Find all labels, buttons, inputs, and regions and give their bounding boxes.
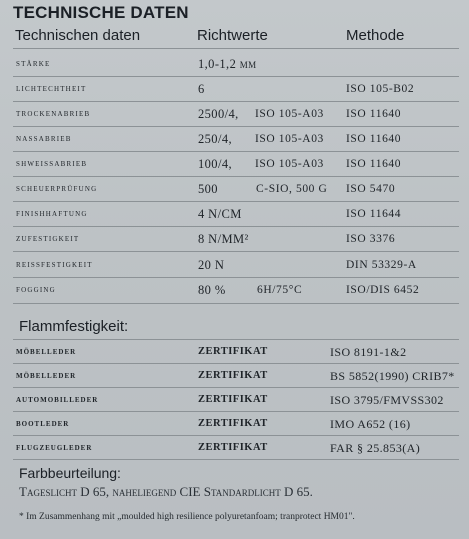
- flamm-row-label: automobilleder: [16, 394, 99, 405]
- row-label: finishhaftung: [16, 208, 88, 219]
- divider: [13, 303, 459, 304]
- divider: [13, 277, 459, 278]
- flamm-row-norm: ISO 8191-1&2: [330, 345, 407, 359]
- flamm-row-label: möbelleder: [16, 370, 77, 381]
- row-value: 500: [198, 182, 218, 196]
- row-extra: ISO 105-A03: [255, 108, 324, 120]
- divider: [13, 76, 459, 77]
- page-title: TECHNISCHE DATEN: [13, 3, 189, 22]
- row-value: 4 N/CM: [198, 207, 242, 221]
- row-extra: ISO 105-A03: [255, 158, 324, 170]
- divider: [13, 435, 459, 436]
- row-label: reissfestigkeit: [16, 259, 93, 270]
- row-label: scheuerprüfung: [16, 183, 98, 194]
- flamm-row-label: möbelleder: [16, 346, 77, 357]
- divider: [13, 459, 459, 460]
- flamm-row-cert: ZERTIFIKAT: [198, 370, 268, 381]
- footnote: * Im Zusammenhang mit „moulded high resilience polyuretanfoam; tranprotect HM01".: [19, 512, 355, 522]
- flamm-row-norm: ISO 3795/FMVSS302: [330, 393, 444, 407]
- row-extra: ISO 105-A03: [255, 133, 324, 145]
- divider: [13, 363, 459, 364]
- column-header-value: Richtwerte: [197, 27, 268, 44]
- row-method: ISO 5470: [346, 183, 396, 195]
- divider: [13, 411, 459, 412]
- row-value: 2500/4,: [198, 107, 239, 121]
- flamm-row-norm: FAR § 25.853(A): [330, 441, 421, 455]
- row-label: stärke: [16, 58, 51, 69]
- flamm-row-cert: ZERTIFIKAT: [198, 394, 268, 405]
- row-method: ISO 105-B02: [346, 83, 415, 95]
- row-value: 250/4,: [198, 132, 232, 146]
- farb-text: Tageslicht D 65, naheliegend CIE Standardlicht D 65.: [19, 484, 313, 499]
- row-label: nassabrieb: [16, 133, 72, 144]
- flamm-row-cert: ZERTIFIKAT: [198, 418, 268, 429]
- row-method: DIN 53329-A: [346, 259, 417, 271]
- row-label: shweissabrieb: [16, 158, 88, 169]
- divider: [13, 226, 459, 227]
- row-value: 20 N: [198, 258, 225, 272]
- row-label: trockenabrieb: [16, 108, 91, 119]
- divider: [13, 201, 459, 202]
- flamm-row-label: flugzeugleder: [16, 442, 93, 453]
- divider: [13, 151, 459, 152]
- row-value: 6: [198, 82, 205, 96]
- flamm-row-label: bootleder: [16, 418, 70, 429]
- row-value: 80 %: [198, 283, 226, 297]
- flamm-heading: Flammfestigkeit:: [19, 318, 129, 335]
- farb-heading: Farbbeurteilung:: [19, 465, 121, 481]
- row-extra: 6H/75°C: [257, 284, 303, 296]
- row-method: ISO 11640: [346, 158, 402, 170]
- row-label: zufestigkeit: [16, 233, 80, 244]
- flamm-row-cert: ZERTIFIKAT: [198, 346, 268, 357]
- divider: [13, 101, 459, 102]
- column-header-property: Technischen daten: [15, 27, 141, 44]
- row-method: ISO 11640: [346, 133, 402, 145]
- row-extra: C-SIO, 500 G: [256, 183, 328, 195]
- row-method: ISO 3376: [346, 233, 396, 245]
- divider: [13, 387, 459, 388]
- divider: [13, 176, 459, 177]
- row-method: ISO 11640: [346, 108, 402, 120]
- row-value: 1,0-1,2 mm: [198, 57, 257, 71]
- row-value: 8 N/MM²: [198, 232, 249, 246]
- divider: [13, 126, 459, 127]
- flamm-row-norm: BS 5852(1990) CRIB7*: [330, 369, 455, 383]
- column-header-method: Methode: [346, 27, 405, 44]
- row-label: lichtechtheit: [16, 83, 87, 94]
- divider: [13, 251, 459, 252]
- flamm-row-norm: IMO A652 (16): [330, 417, 411, 431]
- row-method: ISO/DIS 6452: [346, 284, 420, 296]
- flamm-row-cert: ZERTIFIKAT: [198, 442, 268, 453]
- divider: [13, 339, 459, 340]
- row-label: fogging: [16, 284, 56, 295]
- row-method: ISO 11644: [346, 208, 402, 220]
- divider: [13, 48, 459, 49]
- row-value: 100/4,: [198, 157, 232, 171]
